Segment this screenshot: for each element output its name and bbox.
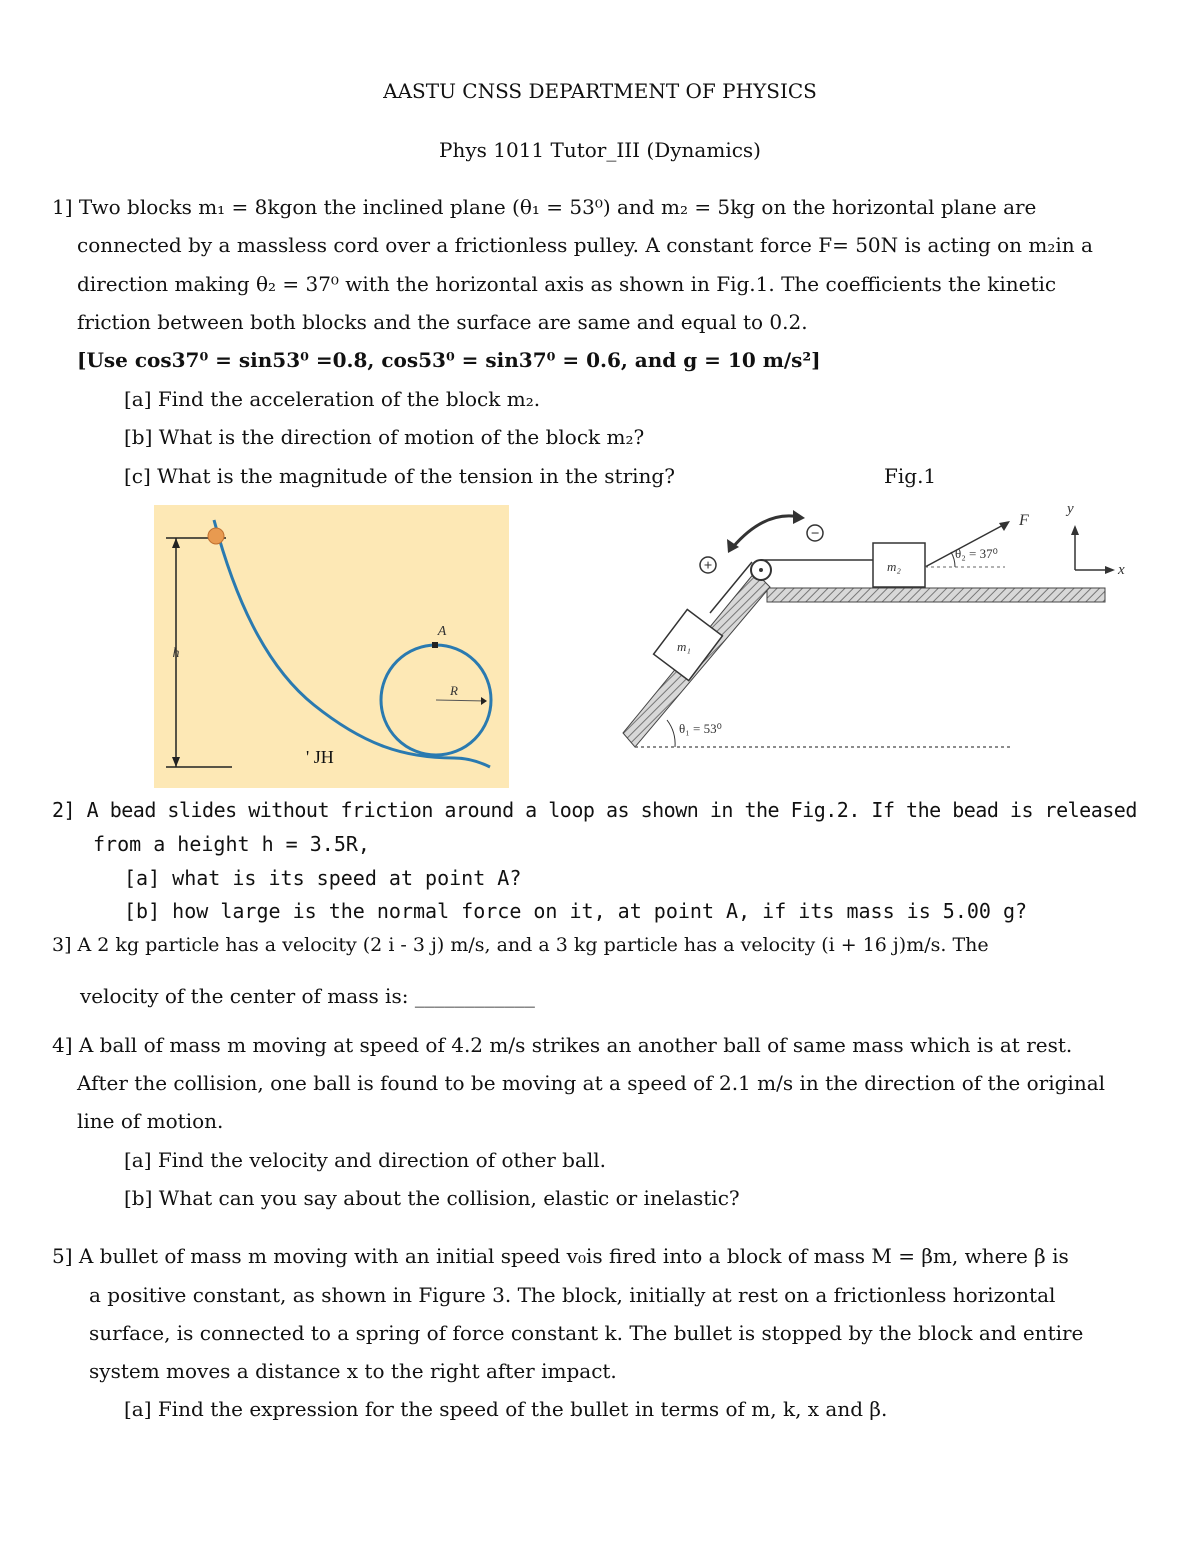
q1-line-3: direction making θ₂ = 37⁰ with the horizontal axis as shown in Fig.1. The coefficients the kinetic	[77, 272, 1057, 296]
x-axis-label: x	[1118, 562, 1125, 578]
q2-line-2: from a height h = 3.5R,	[93, 832, 370, 856]
fig1-label: Fig.1	[884, 464, 937, 488]
q5-line-4: system moves a distance x to the right after impact.	[89, 1359, 617, 1383]
q4-part-a: [a] Find the velocity and direction of other ball.	[124, 1148, 607, 1172]
q1-part-b: [b] What is the direction of motion of the block m₂?	[124, 425, 645, 449]
q1-part-a: [a] Find the acceleration of the block m₂.	[124, 387, 541, 411]
figure-mark: ' JH	[306, 747, 334, 767]
page-subtitle: Phys 1011 Tutor_III (Dynamics)	[438, 138, 761, 162]
radius-label: R	[450, 683, 458, 698]
q2-part-a: [a] what is its speed at point A?	[124, 866, 522, 890]
loop-figure	[154, 505, 509, 788]
q1-line-1: 1] Two blocks m₁ = 8kgon the inclined plane (θ₁ = 53⁰) and m₂ = 5kg on the horizontal plane are	[52, 195, 1037, 219]
q5-line-1: 5] A bullet of mass m moving with an initial speed v₀is fired into a block of mass M = βm, where β is	[52, 1244, 1069, 1268]
q5-line-2: a positive constant, as shown in Figure 3. The block, initially at rest on a frictionless horizontal	[89, 1283, 1056, 1307]
q4-line-2: After the collision, one ball is found to be moving at a speed of 2.1 m/s in the direction of the original	[77, 1071, 1106, 1095]
q2-part-b: [b] how large is the normal force on it, at point A, if its mass is 5.00 g?	[124, 899, 1028, 923]
q1-line-4: friction between both blocks and the surface are same and equal to 0.2.	[77, 310, 808, 334]
q1-line-2: connected by a massless cord over a frictionless pulley. A constant force F= 50N is acting on m₂in a	[77, 233, 1093, 257]
q4-part-b: [b] What can you say about the collision, elastic or inelastic?	[124, 1186, 740, 1210]
theta2-label: θ₂ = 37⁰	[955, 546, 998, 561]
q1-hint: [Use cos37⁰ = sin53⁰ =0.8, cos53⁰ = sin37⁰ = 0.6, and g = 10 m/s²]	[77, 348, 821, 372]
m1-label: m₁	[677, 639, 691, 654]
q1-part-c: [c] What is the magnitude of the tension in the string?	[124, 464, 675, 488]
height-label: h	[172, 646, 180, 661]
q5-line-3: surface, is connected to a spring of force constant k. The bullet is stopped by the block and entire	[89, 1321, 1084, 1345]
plus-sign: +	[703, 558, 713, 574]
page-title: AASTU CNSS DEPARTMENT OF PHYSICS	[383, 79, 817, 103]
m2-label: m₂	[887, 559, 901, 574]
q5-part-a: [a] Find the expression for the speed of the bullet in terms of m, k, x and β.	[124, 1397, 888, 1421]
q4-line-3: line of motion.	[77, 1109, 224, 1133]
point-a-label: A	[437, 624, 447, 639]
theta1-label: θ₁ = 53⁰	[679, 721, 722, 736]
q2-line-1: 2] A bead slides without friction around a loop as shown in the Fig.2. If the bead is released	[52, 798, 1137, 822]
fig1-diagram	[615, 495, 1135, 760]
force-label: F	[1019, 512, 1029, 529]
y-axis-label: y	[1067, 501, 1074, 517]
q4-line-1: 4] A ball of mass m moving at speed of 4.2 m/s strikes an another ball of same mass which is at rest.	[52, 1033, 1073, 1057]
minus-sign: −	[810, 526, 820, 542]
q3-line-1: 3] A 2 kg particle has a velocity (2 i - 3 j) m/s, and a 3 kg particle has a velocity (i + 16 j)m/s. The	[52, 934, 989, 956]
q3-line-2: velocity of the center of mass is: ____________	[80, 984, 535, 1008]
